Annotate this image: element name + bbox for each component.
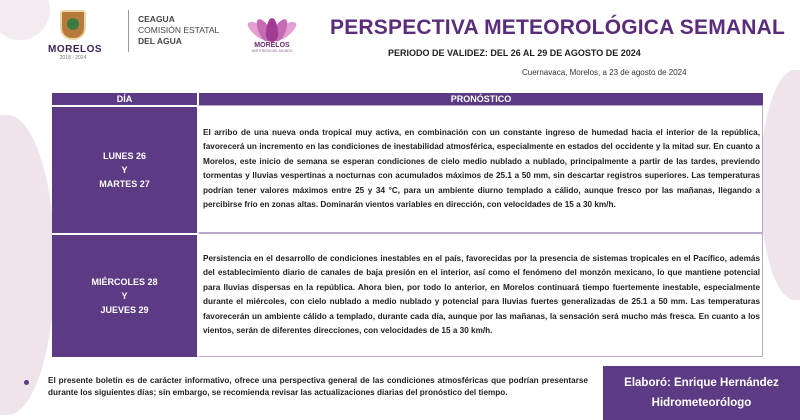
- disclaimer-note: El presente boletín es de carácter informativo, ofrece una perspectiva general de las condiciones atmosféricas que podrían presentarse durante los siguientes días; sin embargo, se recomienda revisar las actualizaciones diarias del pronóstico del tiempo.: [48, 376, 588, 397]
- day-label-first: LUNES 26: [102, 151, 146, 161]
- author-box: [603, 366, 800, 420]
- decorative-blob-top: [0, 0, 50, 40]
- forecast-text: El arribo de una nueva onda tropical muy activa, en combinación con un constante ingreso de humedad hacia el interior de la república, favorecerá un incremento en las condiciones de inestabilidad atmosférica, especialmente en estados del occidente y la mitad sur. En cuanto a Morelos, este inicio de semana se esperan condiciones de cielo medio nublado a nublado, principalmente a partir de las tardes, previendo tormentas y lluvias vespertinas a nocturnas con acumulados máximos de 25.1 a 50 mm, sin descartar registros superiores. Las temperaturas podrían tener valores máximos entre 25 y 34 °C, para un ambiente diurno templado a cálido, aunque fresco por las mañanas, llegando a percibirse frío en zonas altas. Dominarán vientos variables en dirección, con velocidades de 15 a 30 km/h.: [203, 127, 760, 209]
- forecast-table: [52, 93, 763, 357]
- bullet-icon: [24, 380, 29, 385]
- day-cell: [52, 105, 197, 233]
- author-role: Hidrometeorólogo: [651, 397, 752, 409]
- table-row: [52, 233, 763, 357]
- column-header-day: DÍA: [116, 94, 133, 104]
- lotus-flower-icon: [252, 8, 292, 42]
- column-header-forecast: PRONÓSTICO: [197, 93, 763, 105]
- validity-period: PERIODO DE VALIDEZ: DEL 26 AL 29 DE AGOSTO DE 2024: [388, 48, 641, 58]
- table-row: [52, 105, 763, 233]
- gov-logo-subtitle: ANFITRIÓN DEL MUNDO: [251, 49, 293, 53]
- agency-name-line2: DEL AGUA: [138, 36, 182, 46]
- day-label-connector: Y: [121, 165, 128, 175]
- header-divider: [128, 10, 129, 52]
- page-title: PERSPECTIVA METEOROLÓGICA SEMANAL: [330, 16, 786, 39]
- day-label-connector: Y: [121, 291, 128, 301]
- decorative-blob-right: [760, 70, 800, 300]
- state-logo-word: MORELOS: [48, 44, 103, 55]
- forecast-text: Persistencia en el desarrollo de condiciones inestables en el país, favorecidas por la presencia de sistemas tropicales en el Pacífico, además del establecimiento diario de canales de baja presión en el interior, así como el fenómeno del monzón mexicano, lo que mantiene potencial para lluvias dispersas en la república. Ahora bien, por todo lo anterior, en Morelos continuará tiempo fuertemente inestable, especialmente durante el miércoles, con cielo nublado a medio nublado y potencial para lluvias fuertes generalizadas de 25.1 a 50 mm. Las temperaturas favorecerán un ambiente cálido a templado, durante cada día, aunque por las mañanas, la sensación será mucho más fresca. En cuanto a los vientos, serán de diferentes direcciones, con velocidades de 15 a 30 km/h.: [203, 253, 760, 335]
- state-logo-years: 2018 - 2024: [59, 55, 87, 61]
- gov-logo-word: MORELOS: [254, 42, 290, 49]
- agency-name: [138, 14, 219, 47]
- table-header: [52, 93, 763, 105]
- agency-name-line1: COMISIÓN ESTATAL: [138, 25, 220, 35]
- day-cell: [52, 233, 197, 357]
- forecast-cell: [197, 105, 763, 233]
- day-label-second: MARTES 27: [99, 179, 150, 189]
- day-label-first: MIÉRCOLES 28: [91, 277, 158, 287]
- agency-acronym: CEAGUA: [138, 14, 175, 24]
- decorative-blob-left: [0, 115, 55, 415]
- day-label-second: JUEVES 29: [100, 305, 149, 315]
- place-and-date: Cuernavaca, Morelos, a 23 de agosto de 2024: [522, 68, 687, 77]
- state-shield-icon: [60, 10, 86, 40]
- morelos-state-logo: [48, 10, 103, 61]
- forecast-cell: [197, 233, 763, 357]
- government-logo: [248, 8, 296, 53]
- author-name: Elaboró: Enrique Hernández: [624, 377, 779, 389]
